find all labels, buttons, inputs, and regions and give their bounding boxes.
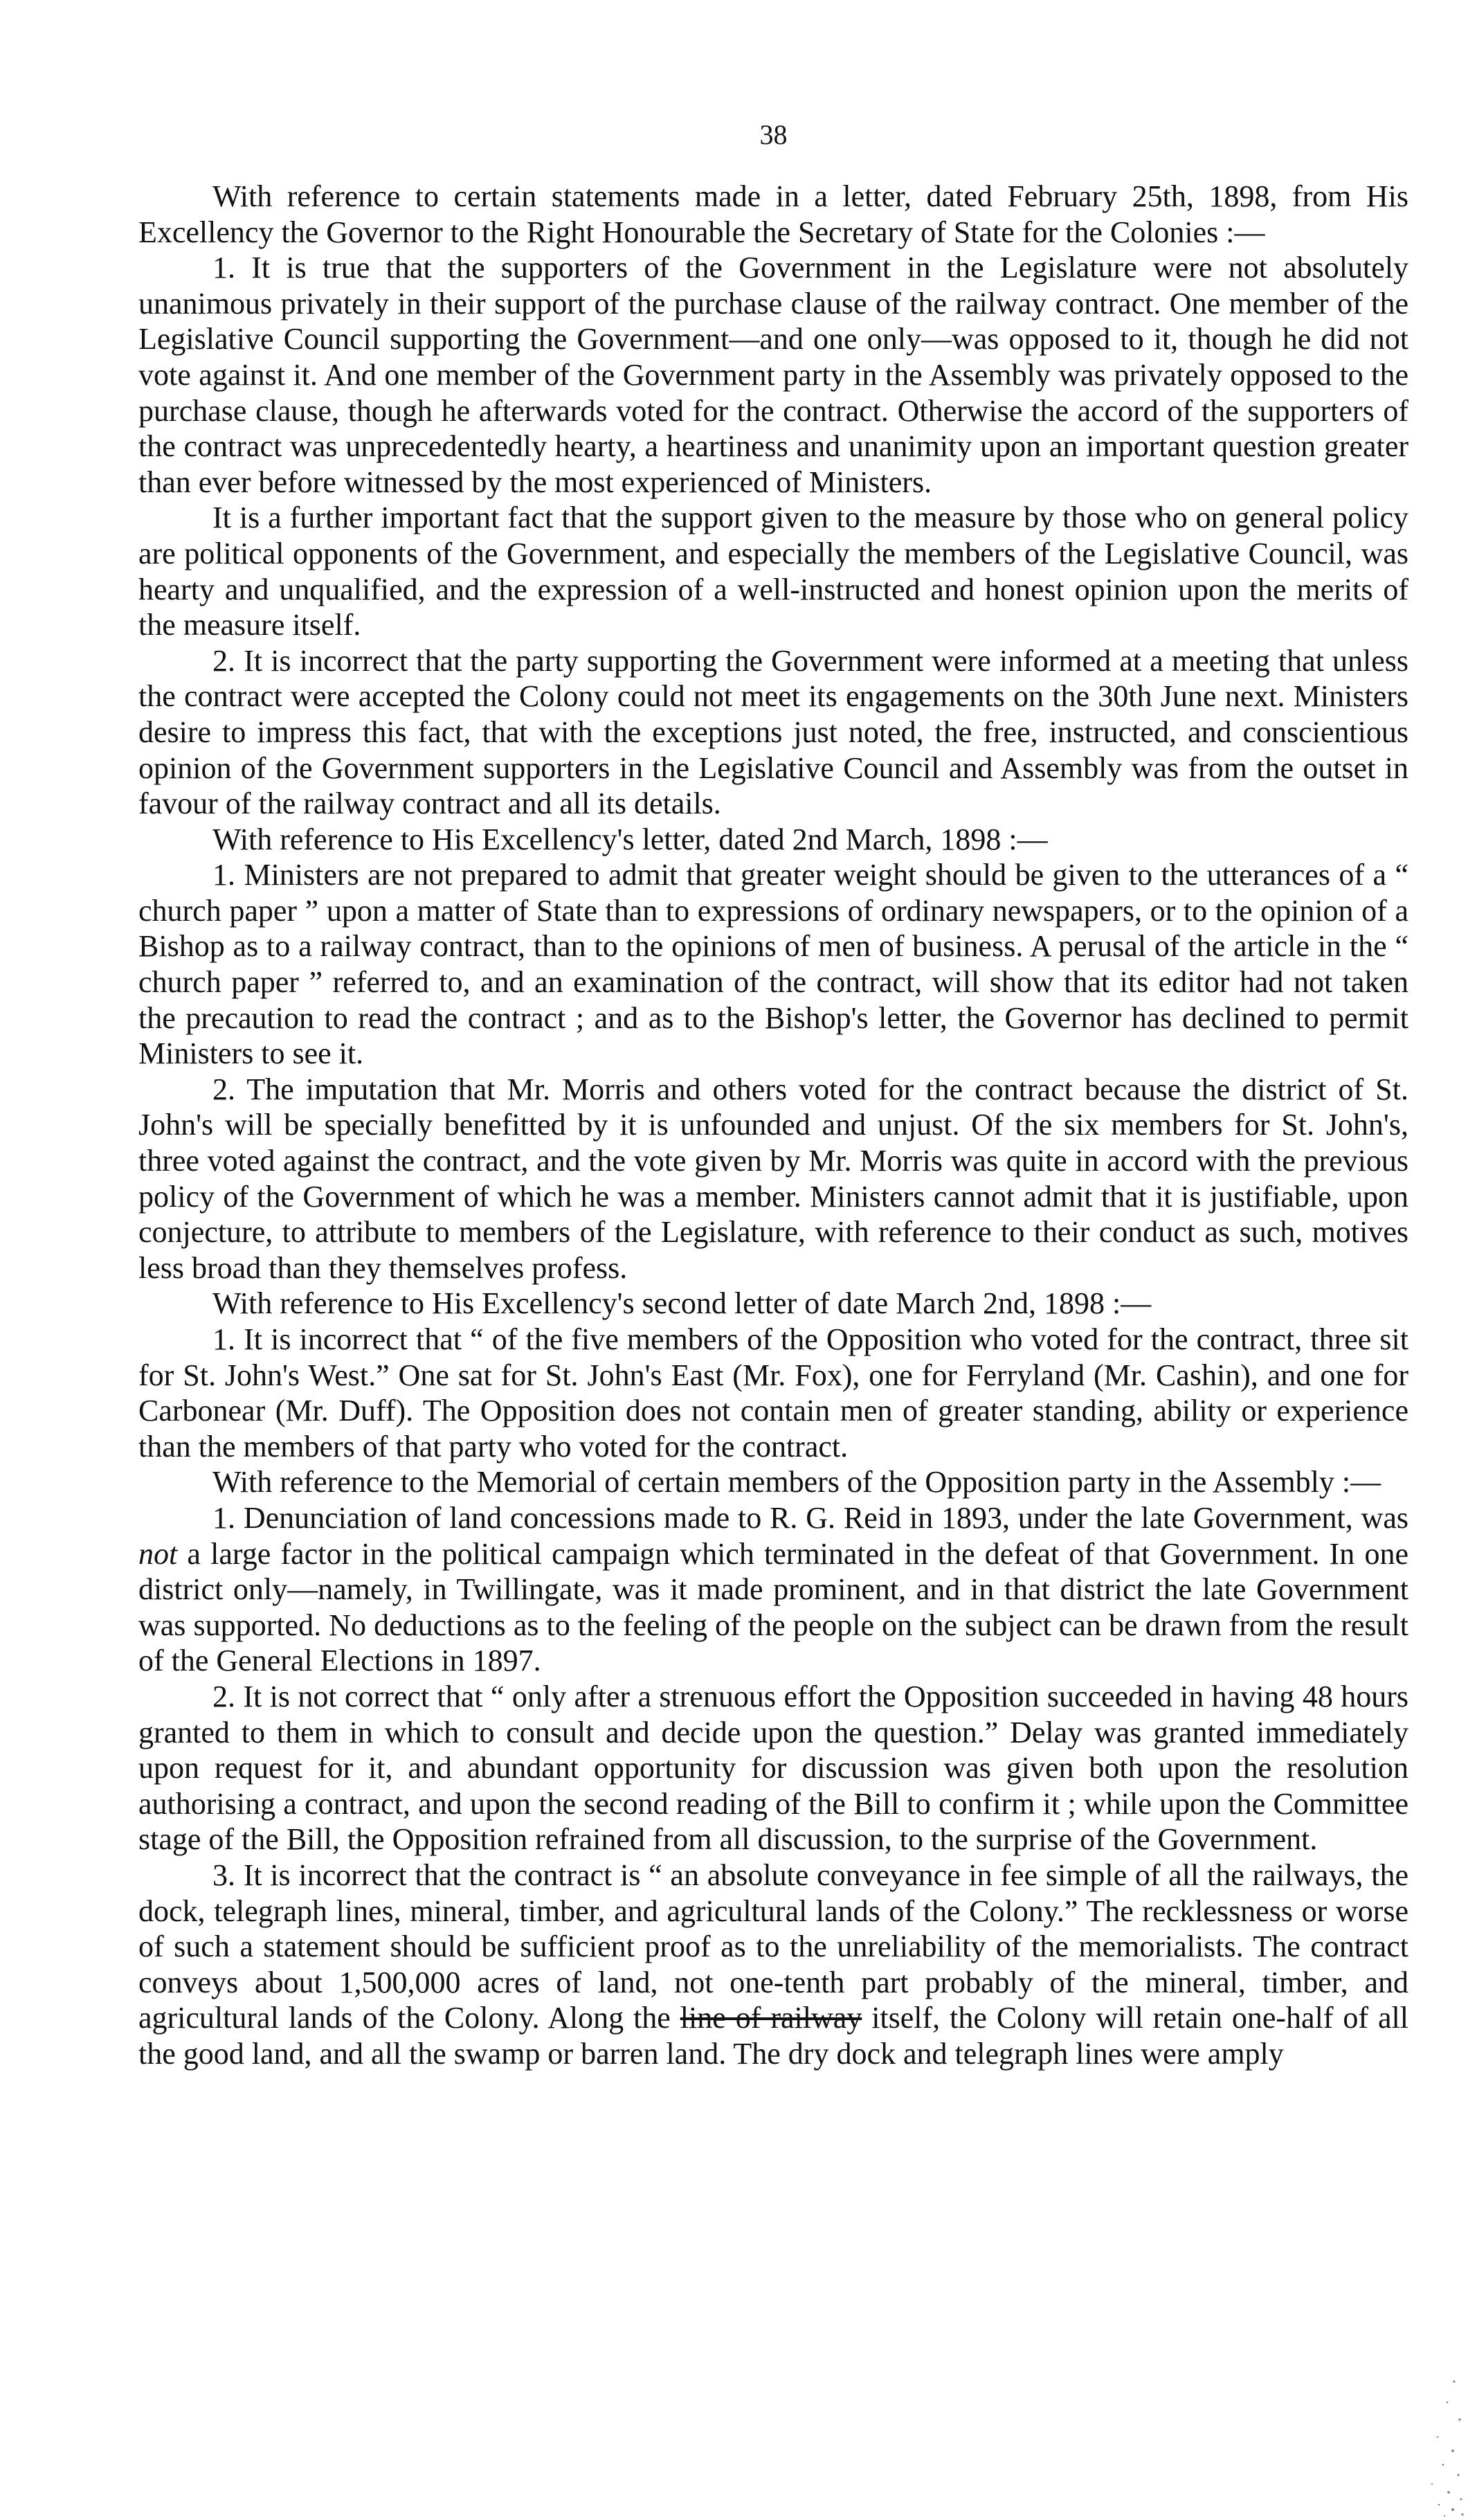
paragraph-1-opposition-members: 1. It is incorrect that “ of the five members of the Opposition who voted for the contract, three sit for St. John's West.” One sat for St. John's East (Mr. Fox), one for Ferryland (Mr. Cashin), and one for Carbonear (Mr. Duff). The Opposition does not contain men of greater standing, ability or experience than the members of that party who voted for the contract.: [138, 1322, 1408, 1464]
struck-text: line of railway: [680, 2001, 862, 2035]
heading-memorial: With reference to the Memorial of certain members of the Opposition party in the Assembly :—: [212, 1465, 1381, 1500]
paragraph-2-meeting: 2. It is incorrect that the party supporting the Government were informed at a meeting that unless the contract were accepted the Colony could not meet its engagements on the 30th June next. Ministers desire to impress this fact, that with the exceptions just noted, the free, instructed, and conscientious opinion of the Government supporters in the Legislative Council and Assembly was from the outset in favour of the railway contract and all its details.: [138, 643, 1408, 821]
page-number: 38: [759, 119, 788, 150]
scan-speckle-marks: [1371, 2361, 1468, 2520]
denunciation-text-after: a large factor in the political campaign which terminated in the defeat of that Government. In one district only—namely, in Twillingate, was it made prominent, and in that district the late Government was supported. No deductions as to the feeling of the people on the subject can be drawn from the result of the General Elections in 1897.: [138, 1536, 1408, 1678]
paragraph-2-strenuous-effort: 2. It is not correct that “ only after a strenuous effort the Opposition succeeded in having 48 hours granted to them in which to consult and decide upon the question.” Delay was granted immediately upon request for it, and abundant opportunity for discussion was given both upon the resolution authorising a contract, and upon the second reading of the Bill to confirm it ; while upon the Committee stage of the Bill, the Opposition refrained from all discussion, to the surprise of the Government.: [138, 1679, 1408, 1857]
heading-second-letter: With reference to His Excellency's second letter of date March 2nd, 1898 :—: [212, 1286, 1152, 1321]
paragraph-1-denunciation: [138, 1500, 1408, 1679]
paragraph-1-supporters: 1. It is true that the supporters of the Government in the Legislature were not absolutely unanimous privately in their support of the purchase clause of the railway contract. One member of the Legislative Council supporting the Government—and one only—was opposed to it, though he did not vote against it. And one member of the Government party in the Assembly was privately opposed to the purchase clause, though he afterwards voted for the contract. Otherwise the accord of the supporters of the contract was unprecedentedly hearty, a heartiness and unanimity upon an important question greater than ever before witnessed by the most experienced of Ministers.: [138, 251, 1408, 499]
paragraph-intro: With reference to certain statements made in a letter, dated February 25th, 1898, from His Excellency the Governor to the Right Honourable the Secretary of State for the Colonies :—: [138, 179, 1408, 249]
conveyance-text-after: itself, the Colony will retain one-half of all the good land, and all the swamp or barren land. The dry dock and telegraph lines were amply: [138, 2001, 1408, 2071]
paragraph-further-fact: It is a further important fact that the support given to the measure by those who on general policy are political opponents of the Government, and especially the members of the Legislative Council, was hearty and unqualified, and the expression of a well-instructed and honest opinion upon the merits of the measure itself.: [138, 501, 1408, 642]
conveyance-text-before: 3. It is incorrect that the contract is “ an absolute conveyance in fee simple of all the railways, the dock, telegraph lines, mineral, timber, and agricultural lands of the Colony.” The recklessness or worse of such a statement should be sufficient proof as to the unreliability of the memorialists. The contract conveys about 1,500,000 acres of land, not one-tenth part probably of the mineral, timber, and agricultural lands of the Colony. Along the: [138, 1857, 1408, 2035]
paragraph-2-morris: 2. The imputation that Mr. Morris and others voted for the contract because the district of St. John's will be specially benefitted by it is unfounded and unjust. Of the six members for St. John's, three voted against the contract, and the vote given by Mr. Morris was quite in accord with the previous policy of the Government of which he was a member. Ministers cannot admit that it is justifiable, upon conjecture, to attribute to members of the Legislature, with reference to their conduct as such, motives less broad than they themselves profess.: [138, 1072, 1408, 1285]
heading-letter-2nd-march: With reference to His Excellency's letter, dated 2nd March, 1898 :—: [212, 822, 1048, 856]
denunciation-text-before: 1. Denunciation of land concessions made to R. G. Reid in 1893, under the late Government, was: [212, 1500, 1408, 1535]
emphasis-not: not: [138, 1536, 178, 1571]
document-page: [138, 118, 1408, 2071]
paragraph-1-church-paper: 1. Ministers are not prepared to admit that greater weight should be given to the utterances of a “ church paper ” upon a matter of State than to expressions of ordinary newspapers, or to the opinion of a Bishop as to a railway contract, than to the opinions of men of business. A perusal of the article in the “ church paper ” referred to, and an examination of the contract, will show that its editor had not taken the precaution to read the contract ; and as to the Bishop's letter, the Governor has declined to permit Ministers to see it.: [138, 858, 1408, 1071]
paragraph-3-conveyance: [138, 1857, 1408, 2072]
